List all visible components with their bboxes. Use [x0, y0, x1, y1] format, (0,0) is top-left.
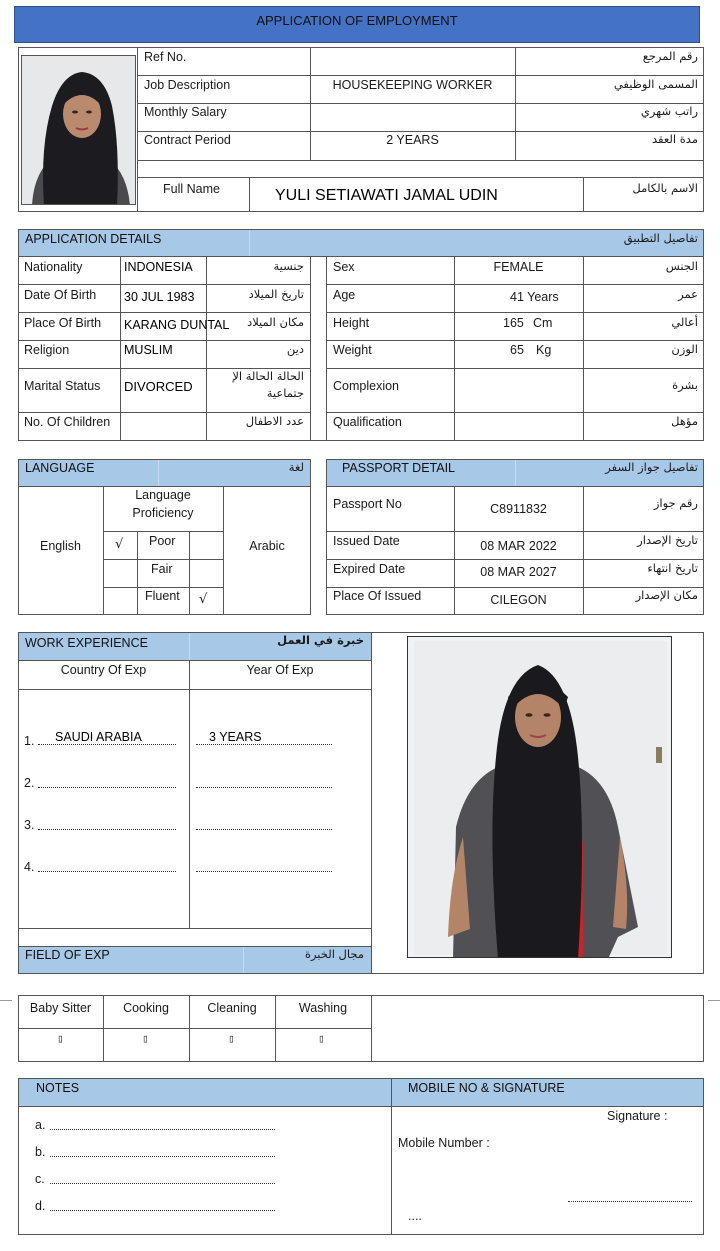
applicant-full-photo [407, 636, 672, 958]
sex-label: Sex [333, 260, 355, 274]
exp-row-num: 2. [24, 776, 35, 790]
field-washing: Washing [298, 1001, 348, 1015]
note-item: d. [35, 1199, 46, 1213]
note-line [50, 1129, 275, 1130]
applicant-portrait [21, 55, 136, 205]
note-line [50, 1183, 275, 1184]
english-poor-check-icon: √ [115, 537, 124, 552]
work-experience-header: WORK EXPERIENCE [25, 636, 148, 650]
job-description-label: Job Description [144, 78, 231, 92]
language-header: LANGUAGE [25, 461, 95, 475]
col-country-of-exp: Country Of Exp [60, 663, 147, 677]
issued-date-value: 08 MAR 2022 [480, 539, 557, 553]
language-proficiency-line2: Proficiency [132, 506, 194, 520]
field-of-exp-header: FIELD OF EXP [25, 948, 110, 962]
expired-date-label: Expired Date [333, 562, 406, 576]
exp-row-year-line [196, 787, 332, 788]
expired-date-label-ar: تاريخ انتهاء [647, 561, 698, 575]
exp-row-year-line [196, 871, 332, 872]
signature-label: Signature : [607, 1109, 668, 1123]
marital-status-label-ar-line2: جتماعية [266, 386, 304, 400]
ref-no-label-ar: رقم المرجع [642, 49, 698, 63]
passport-header: PASSPORT DETAIL [342, 461, 456, 475]
qualification-label-ar: مؤهل [671, 414, 698, 428]
age-value: 41 Years [510, 290, 559, 304]
children-label: No. Of Children [24, 415, 111, 429]
language-arabic: Arabic [249, 539, 285, 553]
mobile-number-label: Mobile Number : [398, 1136, 490, 1150]
exp-row-num: 3. [24, 818, 35, 832]
place-issued-label-ar: مكان الإصدار [635, 588, 698, 602]
age-label: Age [333, 288, 356, 302]
exp-row-year: 3 YEARS [209, 730, 262, 744]
full-name-value: YULI SETIAWATI JAMAL UDIN [275, 187, 498, 204]
col-year-of-exp: Year Of Exp [246, 663, 314, 677]
page-title: APPLICATION OF EMPLOYMENT [256, 13, 458, 28]
height-value: 165 [503, 316, 524, 330]
weight-unit: Kg [536, 343, 552, 357]
language-proficiency-line1: Language [135, 488, 191, 502]
children-label-ar: عدد الاطفال [245, 414, 304, 428]
baby-sitter-checkbox-icon: ▯ [57, 1032, 64, 1045]
note-item: a. [35, 1118, 46, 1132]
ref-no-label: Ref No. [144, 50, 187, 64]
application-details-header-ar: تفاصيل التطبيق [623, 231, 698, 245]
issued-date-label-ar: تاريخ الإصدار [637, 533, 698, 547]
level-poor: Poor [149, 534, 176, 548]
notes-header: NOTES [36, 1081, 80, 1095]
expired-date-value: 08 MAR 2027 [480, 565, 557, 579]
mobile-signature-header: MOBILE NO & SIGNATURE [408, 1081, 565, 1095]
cleaning-checkbox-icon: ▯ [228, 1032, 235, 1045]
religion-value: MUSLIM [124, 343, 173, 357]
washing-checkbox-icon: ▯ [318, 1032, 325, 1045]
language-header-ar: لغة [288, 460, 304, 474]
monthly-salary-label-ar: راتب شهري [640, 104, 698, 118]
job-description-value: HOUSEKEEPING WORKER [332, 78, 493, 92]
nationality-label: Nationality [24, 260, 83, 274]
note-item: c. [35, 1172, 45, 1186]
exp-row-num: 4. [24, 860, 35, 874]
sex-value: FEMALE [493, 260, 544, 274]
field-cooking: Cooking [123, 1001, 169, 1015]
exp-row-num: 1. [24, 734, 35, 748]
marital-status-label-ar-line1: الحالة الحالة الإ [232, 369, 304, 383]
complexion-label-ar: بشرة [672, 378, 698, 392]
passport-no-label-ar: رقم جواز [653, 496, 698, 510]
qualification-label: Qualification [333, 415, 402, 429]
work-experience-header-ar: خبرة في العمل [277, 633, 364, 647]
note-item: b. [35, 1145, 46, 1159]
place-of-birth-label-ar: مكان الميلاد [247, 315, 304, 329]
contract-period-label: Contract Period [144, 133, 231, 147]
date-of-birth-value: 30 JUL 1983 [124, 290, 195, 304]
application-details-header: APPLICATION DETAILS [25, 232, 162, 246]
weight-label-ar: الوزن [671, 342, 698, 356]
exp-row-country-line [38, 871, 176, 872]
cooking-checkbox-icon: ▯ [142, 1032, 149, 1045]
field-of-exp-header-ar: مجال الخبرة [304, 947, 364, 961]
full-name-label: Full Name [163, 182, 220, 196]
field-cleaning: Cleaning [207, 1001, 257, 1015]
nationality-value: INDONESIA [124, 260, 193, 274]
exp-row-country: SAUDI ARABIA [55, 730, 142, 744]
exp-row-country-line [38, 829, 176, 830]
monthly-salary-label: Monthly Salary [144, 105, 227, 119]
nationality-label-ar: جنسية [273, 259, 304, 273]
marital-status-label: Marital Status [24, 379, 101, 393]
page-break-mark [0, 1000, 12, 1001]
level-fluent: Fluent [145, 589, 180, 603]
height-label-ar: أعالي [671, 315, 698, 329]
issued-date-label: Issued Date [333, 534, 400, 548]
date-of-birth-label-ar: تاريخ الميلاد [248, 287, 304, 301]
level-fair: Fair [151, 562, 173, 576]
weight-value: 65 [510, 343, 524, 357]
full-name-label-ar: الاسم بالكامل [632, 181, 698, 195]
notes-header-bar [19, 1079, 703, 1106]
religion-label-ar: دين [286, 342, 304, 356]
height-label: Height [333, 316, 370, 330]
exp-row-year-line [196, 829, 332, 830]
job-description-label-ar: المسمى الوظيفي [613, 77, 698, 91]
place-of-birth-label: Place Of Birth [24, 316, 102, 330]
signature-trailing-dots: .... [408, 1209, 422, 1223]
contract-period-value: 2 YEARS [386, 133, 439, 147]
field-baby-sitter: Baby Sitter [29, 1001, 92, 1015]
age-label-ar: عمر [678, 287, 698, 301]
passport-no-value: C8911832 [490, 502, 547, 516]
exp-row-country-line [38, 787, 176, 788]
note-line [50, 1210, 275, 1211]
weight-label: Weight [333, 343, 372, 357]
language-english: English [40, 539, 81, 553]
date-of-birth-label: Date Of Birth [24, 288, 97, 302]
contract-period-label-ar: مدة العقد [652, 132, 698, 146]
place-issued-label: Place Of Issued [333, 589, 422, 603]
note-line [50, 1156, 275, 1157]
passport-no-label: Passport No [333, 497, 402, 511]
height-unit: Cm [533, 316, 553, 330]
marital-status-value: DIVORCED [124, 379, 193, 394]
arabic-fluent-check-icon: √ [199, 592, 208, 607]
passport-header-ar: تفاصيل جواز السفر [605, 460, 698, 474]
signature-line [568, 1201, 692, 1202]
religion-label: Religion [24, 343, 70, 357]
complexion-label: Complexion [333, 379, 400, 393]
page-break-mark [708, 1000, 720, 1001]
place-of-birth-value: KARANG DUNTAL [124, 318, 230, 332]
place-issued-value: CILEGON [490, 593, 547, 607]
sex-label-ar: الجنس [665, 259, 698, 273]
